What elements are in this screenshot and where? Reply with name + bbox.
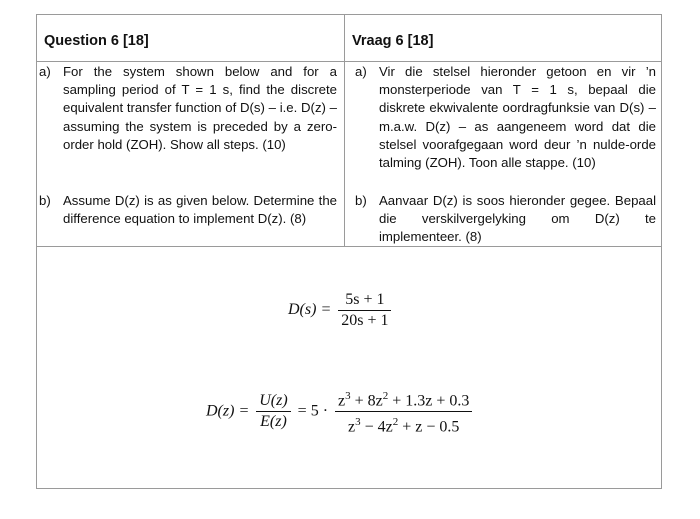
afrikaans-part-a — [355, 63, 657, 173]
dz-io-fraction — [256, 391, 290, 432]
ds-numerator: 5s + 1 — [345, 291, 385, 308]
english-part-b-text: Assume D(z) is as given below. Determine the difference equation to implement D(z). (8) — [63, 193, 337, 227]
dz-denominator: $z^3 - 4z^2 + z - 0.5$ — [348, 416, 460, 436]
dz-numerator: $z^3 + 8z^2 + 1.3z + 0.3$ — [338, 390, 470, 410]
dz-output: U(z) — [259, 392, 288, 410]
dz-input: E(z) — [260, 413, 287, 431]
ds-fraction — [338, 290, 391, 331]
english-part-b — [39, 192, 337, 248]
afrikaans-heading: Vraag 6 [18] — [352, 33, 434, 49]
english-part-b-label: b) — [39, 193, 51, 208]
afrikaans-part-b-text: Aanvaar D(z) is soos hieronder gegee. Bepaal die verskilvergelyking om D(z) te implementeer. (8) — [379, 193, 656, 245]
afrikaans-part-b-label: b) — [355, 193, 367, 208]
header-divider — [36, 61, 662, 62]
afrikaans-part-b — [355, 192, 657, 248]
english-heading: Question 6 [18] — [44, 33, 149, 49]
dz-poly-fraction — [335, 386, 472, 438]
afrikaans-part-a-text: Vir die stelsel hieronder getoon en vir ’n monsterperiode van T = 1 s, bepaal die diskrete ekwivalente oordragfunksie van D(s) – m.a.w. D(z) – as aangeneem word dat die stelsel voorafgegaan word deur ’n nulde-orde talming (ZOH). Toon alle stappe. (10) — [379, 64, 656, 171]
dz-lhs: D(z) = — [206, 402, 250, 420]
english-part-a-text: For the system shown below and for a sampling period of T = 1 s, find the discrete equivalent transfer function of D(s) – i.e. D(z) – assuming the system is preceded by a zero-order hold (ZOH). Show all steps. (10) — [63, 64, 337, 152]
dz-gain: = 5 · — [297, 402, 329, 420]
dz-equation — [206, 386, 475, 438]
ds-denominator: 20s + 1 — [341, 312, 389, 329]
english-part-a — [39, 63, 337, 155]
column-divider — [344, 14, 345, 246]
ds-equation — [288, 290, 394, 331]
english-part-a-label: a) — [39, 64, 51, 79]
afrikaans-part-a-label: a) — [355, 64, 367, 79]
ds-lhs: D(s) = — [288, 301, 332, 319]
